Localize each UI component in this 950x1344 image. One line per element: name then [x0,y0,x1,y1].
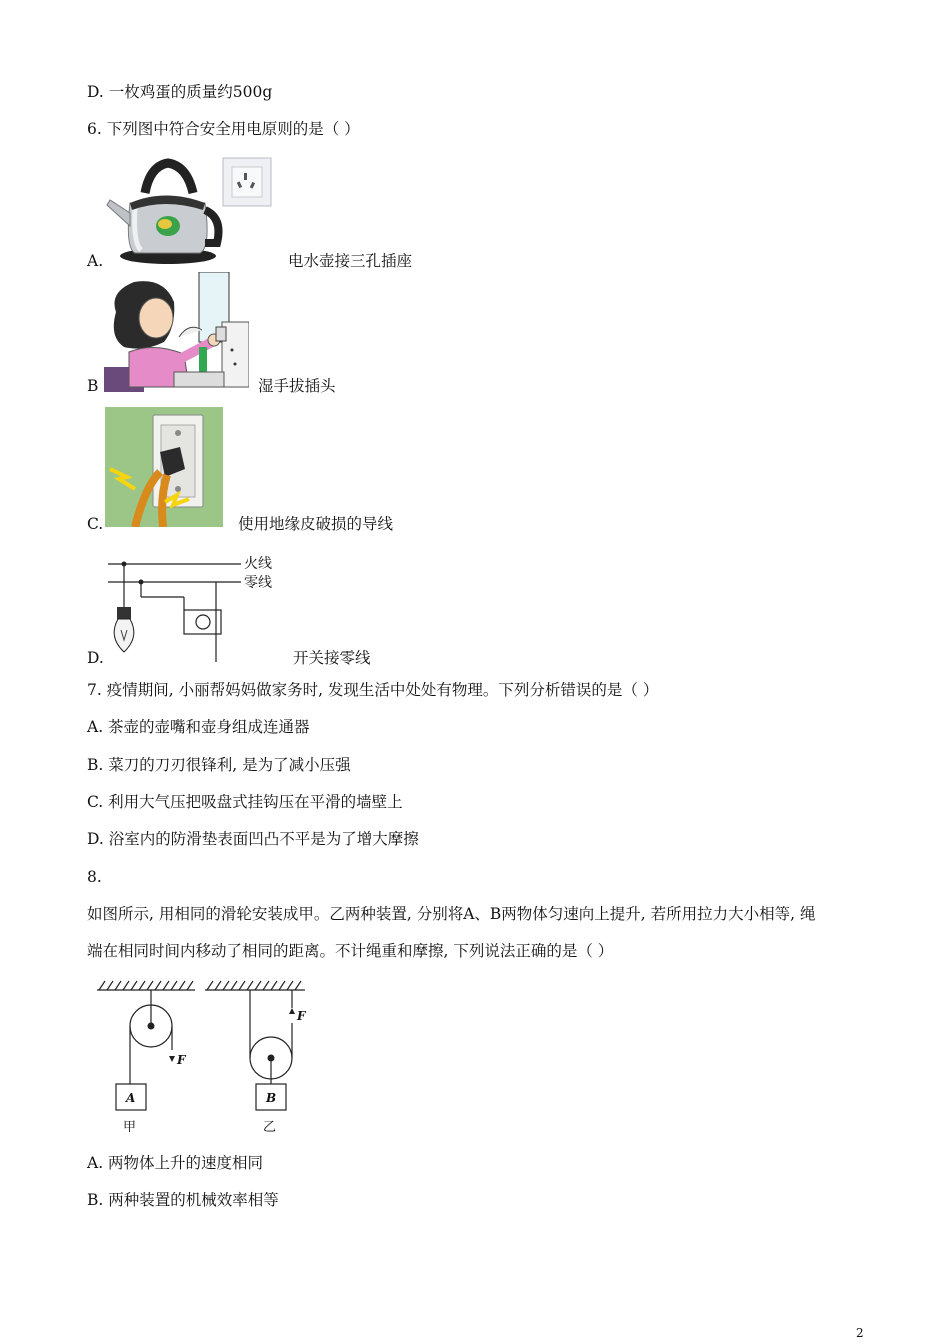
q6-option-a-letter: A. [87,252,104,270]
q8-option-a: A. 两物体上升的速度相同 [87,1154,264,1172]
q7-option-a: A. 茶壶的壶嘴和壶身组成连通器 [87,718,310,736]
force-label-yi: F [297,1009,306,1023]
kettle-socket-image [105,148,275,266]
page-number: 2 [856,1326,864,1340]
force-label-jia: F [177,1053,186,1067]
damaged-wire-image [105,407,223,527]
q8-stem-line2: 端在相同时间内移动了相同的距离。不计绳重和摩擦, 下列说法正确的是（ ） [87,942,614,960]
q6-option-d-text: 开关接零线 [293,649,371,667]
q6-option-b-text: 湿手拔插头 [258,377,336,395]
block-a-label: A [126,1091,136,1105]
q6-option-d-letter: D. [87,649,104,667]
q6-option-a-text: 电水壶接三孔插座 [288,252,413,270]
switch-circuit-diagram [108,552,283,664]
q8-stem-line1: 如图所示, 用相同的滑轮安装成甲。乙两种装置, 分别将A、B两物体匀速向上提升, 若所用拉力大小相等, 绳 [87,905,816,923]
q8-option-b: B. 两种装置的机械效率相等 [87,1191,279,1209]
q6-option-c-text: 使用地缘皮破损的导线 [238,515,394,533]
q8-number: 8. [87,868,102,886]
q6-option-c-letter: C. [87,515,104,533]
label-yi: 乙 [263,1120,277,1135]
neutral-wire-label: 零线 [244,575,272,591]
pulley-diagram [95,978,315,1138]
q7-option-b: B. 菜刀的刀刃很锋利, 是为了减小压强 [87,756,351,774]
q7-option-c: C. 利用大气压把吸盘式挂钩压在平滑的墙壁上 [87,793,403,811]
block-b-label: B [266,1091,277,1105]
q7-option-d: D. 浴室内的防滑垫表面凹凸不平是为了增大摩擦 [87,830,419,848]
wet-hands-plug-image [104,272,249,392]
q7-stem: 7. 疫情期间, 小丽帮妈妈做家务时, 发现生活中处处有物理。下列分析错误的是（ ） [87,681,659,699]
q6-stem: 6. 下列图中符合安全用电原则的是（ ） [87,120,360,138]
q5-option-d: D. 一枚鸡蛋的质量约500g [87,83,273,101]
label-jia: 甲 [123,1120,137,1135]
q6-option-b-letter: B [87,377,99,395]
live-wire-label: 火线 [244,556,272,572]
